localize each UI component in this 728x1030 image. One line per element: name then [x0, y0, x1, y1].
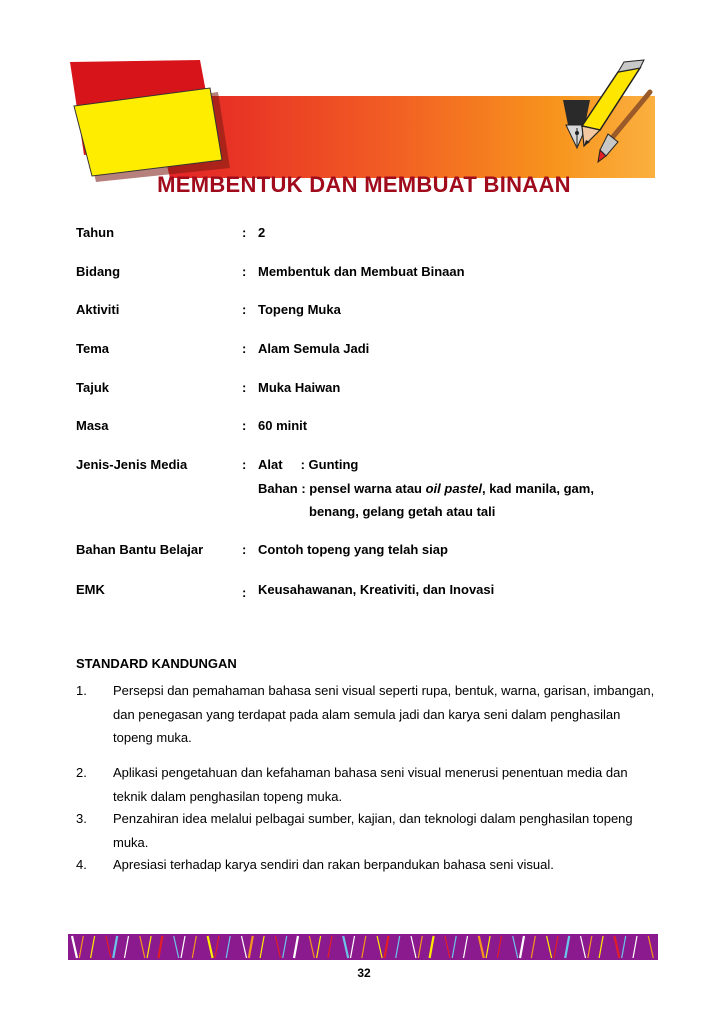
info-label: Masa	[76, 418, 109, 433]
item-number: 3.	[76, 811, 87, 826]
info-value: 2	[258, 225, 266, 240]
info-label: Bidang	[76, 264, 121, 279]
info-value: Contoh topeng yang telah siap	[258, 542, 448, 557]
section-heading: STANDARD KANDUNGAN	[76, 656, 237, 671]
info-label: Aktiviti	[76, 302, 120, 317]
info-colon: :	[242, 457, 247, 472]
bahan-suffix: , kad manila, gam,	[481, 481, 594, 496]
info-value: Membentuk dan Membuat Binaan	[258, 264, 465, 279]
item-text: Penzahiran idea melalui pelbagai sumber, kajian, dan teknologi dalam penghasilan topeng muka.	[113, 811, 633, 850]
bahan-italic: oil pastel	[425, 481, 482, 496]
info-colon: :	[242, 225, 247, 240]
info-label: Bahan Bantu Belajar	[76, 542, 204, 557]
item-number: 1.	[76, 683, 87, 698]
footer-decorative-strip	[68, 934, 658, 960]
bahan-prefix: Bahan : pensel warna atau	[258, 481, 426, 496]
info-label: Tahun	[76, 225, 115, 240]
info-value-bahan	[258, 481, 594, 496]
info-value-bahan-line2: benang, gelang getah atau tali	[309, 504, 496, 519]
item-text: Persepsi dan pemahaman bahasa seni visual seperti rupa, bentuk, warna, garisan, imbangan, dan penegasan yang terdapat pada alam semula jadi dan karya seni dalam penghasilan topeng muka.	[113, 683, 655, 745]
info-value: Muka Haiwan	[258, 380, 341, 395]
page-number: 32	[357, 966, 371, 980]
info-colon: :	[242, 542, 247, 557]
info-value: Keusahawanan, Kreativiti, dan Inovasi	[258, 582, 495, 597]
item-number: 2.	[76, 765, 87, 780]
page-title: MEMBENTUK DAN MEMBUAT BINAAN	[157, 172, 571, 197]
info-value: Alam Semula Jadi	[258, 341, 370, 356]
info-label: Tema	[76, 341, 109, 356]
info-label: Jenis-Jenis Media	[76, 457, 188, 472]
header-banner	[0, 0, 728, 200]
item-text: Aplikasi pengetahuan dan kefahaman bahasa seni visual menerusi penentuan media dan teknik dalam penghasilan topeng muka.	[113, 765, 628, 804]
info-colon: :	[242, 264, 247, 279]
item-number: 4.	[76, 857, 87, 872]
info-colon: :	[242, 380, 247, 395]
info-colon: :	[242, 302, 247, 317]
info-value-alat: Alat : Gunting	[258, 457, 359, 472]
info-value: Topeng Muka	[258, 302, 341, 317]
item-text: Apresiasi terhadap karya sendiri dan rakan berpandukan bahasa seni visual.	[113, 857, 554, 872]
info-value: 60 minit	[258, 418, 308, 433]
info-colon: :	[242, 585, 247, 600]
info-colon: :	[242, 341, 247, 356]
info-label: Tajuk	[76, 380, 109, 395]
info-colon: :	[242, 418, 247, 433]
info-label: EMK	[76, 582, 105, 597]
